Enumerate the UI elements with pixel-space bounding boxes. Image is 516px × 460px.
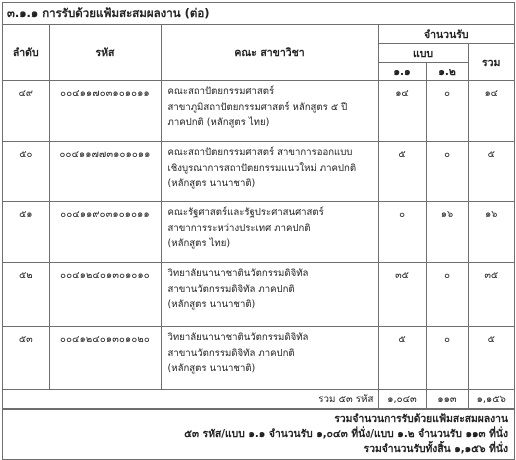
grand-totals	[3, 409, 514, 459]
row-program	[161, 327, 378, 390]
table-row	[3, 263, 514, 327]
table-row	[3, 327, 514, 390]
row-seq: ๕๑	[3, 202, 49, 263]
header-code: รหัส	[49, 25, 161, 81]
document-page	[2, 2, 514, 460]
header-type-1-2: ๑.๒	[426, 63, 468, 81]
row-type-1-1: ๕	[378, 327, 426, 390]
program-line: (หลักสูตร นานาชาติ)	[167, 178, 256, 190]
program-line: เชิงบูรณาการสถาปัตยกรรมแนวใหม่ ภาคปกติ	[167, 162, 357, 174]
header-total: รวม	[468, 44, 514, 81]
row-type-1-1: ๑๔	[378, 81, 426, 142]
table-row	[3, 81, 514, 142]
header-type: แบบ	[378, 44, 468, 63]
row-total: ๑๔	[468, 81, 514, 142]
row-type-1-1: ๕	[378, 142, 426, 202]
row-seq: ๔๙	[3, 81, 49, 142]
program-line: ภาคปกติ (หลักสูตร ไทย)	[167, 117, 270, 129]
program-line: คณะสถาปัตยกรรมศาสตร์	[167, 86, 275, 97]
totals-heading: รวมจำนวนการรับด้วยแฟ้มสะสมผลงาน	[334, 413, 508, 425]
row-type-1-1: ๐	[378, 202, 426, 263]
row-code: ๐๐๔๑๑๗๐๓๑๐๑๐๑๑	[49, 81, 161, 142]
table-row	[3, 142, 514, 202]
header-type-1-1: ๑.๑	[378, 63, 426, 81]
row-seq: ๕๒	[3, 263, 49, 327]
program-line: (หลักสูตร ไทย)	[167, 238, 231, 250]
row-total: ๓๕	[468, 263, 514, 327]
row-type-1-1: ๓๕	[378, 263, 426, 327]
row-program	[161, 263, 378, 327]
summary-row	[3, 390, 514, 409]
row-seq: ๕๐	[3, 142, 49, 202]
header-intake: จำนวนรับ	[378, 25, 514, 44]
program-line: วิทยาลัยนานาชาตินวัตกรรมดิจิทัล	[167, 268, 309, 279]
row-program	[161, 142, 378, 202]
row-total: ๕	[468, 327, 514, 390]
summary-type-1-2: ๑๑๓	[426, 390, 468, 409]
program-line: (หลักสูตร นานาชาติ)	[167, 299, 256, 311]
table-row	[3, 202, 514, 263]
row-code: ๐๐๔๑๒๔๐๑๓๐๑๐๑๐	[49, 263, 161, 327]
summary-label: รวม ๕๓ รหัส	[3, 390, 378, 409]
header-faculty: คณะ สาขาวิชา	[161, 25, 378, 81]
program-line: สาขานวัตกรรมดิจิทัล ภาคปกติ	[167, 347, 295, 359]
row-code: ๐๐๔๑๑๗๗๓๑๐๑๐๑๑	[49, 142, 161, 202]
intake-table-frame	[2, 2, 515, 460]
program-line: คณะสถาปัตยกรรมศาสตร์ สาขาการออกแบบ	[167, 147, 353, 158]
row-program	[161, 202, 378, 263]
summary-total: ๑,๑๕๖	[468, 390, 514, 409]
program-line: คณะรัฐศาสตร์และรัฐประศาสนศาสตร์	[167, 207, 324, 218]
program-line: สาขาการระหว่างประเทศ ภาคปกติ	[167, 222, 311, 234]
row-type-1-2: ๐	[426, 327, 468, 390]
row-type-1-2: ๐	[426, 263, 468, 327]
row-seq: ๕๓	[3, 327, 49, 390]
header-seq: ลำดับ	[3, 25, 49, 81]
summary-type-1-1: ๑,๐๔๓	[378, 390, 426, 409]
totals-grand: รวมจำนวนรับทั้งสิ้น ๑,๑๕๖ ที่นั่ง	[363, 443, 508, 455]
row-type-1-2: ๑๖	[426, 202, 468, 263]
program-line: สาขานวัตกรรมดิจิทัล ภาคปกติ	[167, 283, 295, 295]
row-type-1-2: ๐	[426, 142, 468, 202]
totals-breakdown: ๕๓ รหัส/แบบ ๑.๑ จำนวนรับ ๑,๐๔๓ ที่นั่ง/แบบ ๑.๒ จำนวนรับ ๑๑๓ ที่นั่ง	[184, 428, 508, 440]
row-program	[161, 81, 378, 142]
row-type-1-2: ๐	[426, 81, 468, 142]
row-code: ๐๐๔๑๑๙๐๓๑๐๑๐๑๑	[49, 202, 161, 263]
intake-table	[3, 25, 514, 409]
program-line: สาขาภูมิสถาปัตยกรรมศาสตร์ หลักสูตร ๕ ปี	[167, 101, 348, 113]
program-line: วิทยาลัยนานาชาตินวัตกรรมดิจิทัล	[167, 332, 309, 343]
section-title: ๓.๑.๑ การรับด้วยแฟ้มสะสมผลงาน (ต่อ)	[3, 3, 514, 25]
row-code: ๐๐๔๑๒๔๐๑๓๐๑๐๒๐	[49, 327, 161, 390]
program-line: (หลักสูตร นานาชาติ)	[167, 363, 256, 375]
row-total: ๕	[468, 142, 514, 202]
row-total: ๑๖	[468, 202, 514, 263]
